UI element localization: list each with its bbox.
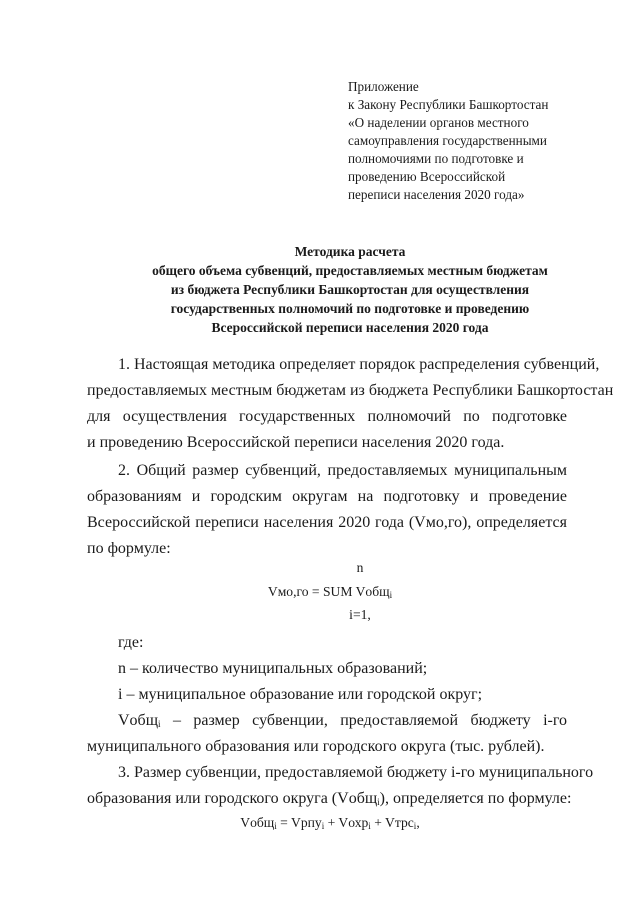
formula-2-term: + Vтрс xyxy=(370,815,414,830)
paragraph-3-text: ), определяется по формуле: xyxy=(379,790,572,807)
formula-1-main: Vмо,го = SUM Vобщ xyxy=(267,584,390,599)
annex-line: самоуправления государственными xyxy=(348,133,547,148)
paragraph-1-line: 1. Настоящая методика определяет порядок распределения субвенций, xyxy=(118,356,600,373)
where-label: где: xyxy=(118,634,144,651)
vobsch-symbol: Vобщ xyxy=(118,712,159,729)
annex-line: «О наделении органов местного xyxy=(348,115,529,130)
formula-2-subscript: i xyxy=(274,821,277,831)
paragraph-1-line: и проведению Всероссийской переписи населения 2020 года. xyxy=(87,434,505,451)
paragraph-3-line xyxy=(87,790,571,808)
formula-1-lower-limit: i=1, xyxy=(349,607,371,622)
title-line: Всероссийской переписи населения 2020 года xyxy=(211,320,489,335)
paragraph-2-line: 2. Общий размер субвенций, предоставляемых муниципальным xyxy=(118,462,567,479)
paragraph-3-line: 3. Размер субвенции, предоставляемой бюджету i-го муниципального xyxy=(118,764,594,781)
title-line: государственных полномочий по подготовке и проведению xyxy=(170,301,530,316)
formula-2-subscript: i xyxy=(321,821,325,831)
formula-1-upper-limit: n xyxy=(356,560,364,575)
annex-line: полномочиями по подготовке и xyxy=(348,151,524,166)
annex-line: к Закону Республики Башкортостан xyxy=(348,97,549,112)
definition-vobsch-continued: муниципального образования или городского округа (тыс. рублей). xyxy=(87,738,545,755)
formula-2 xyxy=(180,815,480,831)
formula-1 xyxy=(200,584,460,600)
formula-2-term: + Vохр xyxy=(324,815,369,830)
paragraph-3-subscript: i xyxy=(377,797,380,807)
paragraph-3-text: образования или городского округа (Vобщ xyxy=(87,790,378,807)
definition-vobsch xyxy=(118,712,567,730)
paragraph-2-line: по формуле: xyxy=(87,540,171,557)
formula-2-subscript: i xyxy=(368,821,371,831)
vobsch-definition-text: – размер субвенции, предоставляемой бюджету i-го xyxy=(160,712,567,729)
paragraph-2-line: Всероссийской переписи населения 2020 года (Vмо,го), определяется xyxy=(87,514,567,531)
annex-line: Приложение xyxy=(348,79,419,94)
definition-n: n – количество муниципальных образований; xyxy=(118,660,428,677)
formula-1-subscript: i xyxy=(389,590,393,600)
formula-2-term: Vобщ xyxy=(240,815,275,830)
formula-2-subscript: i xyxy=(413,821,417,831)
annex-block xyxy=(348,78,588,204)
paragraph-1-line: для осуществления государственных полномочий по подготовке xyxy=(87,408,567,425)
formula-2-term: = Vрпу xyxy=(276,815,322,830)
annex-line: переписи населения 2020 года» xyxy=(348,187,525,202)
title-line: Методика расчета xyxy=(294,244,406,259)
title-line: из бюджета Республики Башкортостан для осуществления xyxy=(170,282,530,297)
annex-line: проведению Всероссийской xyxy=(348,169,506,184)
definition-i: i – муниципальное образование или городской округ; xyxy=(118,686,483,703)
document-title xyxy=(60,242,640,337)
vobsch-subscript: i xyxy=(158,719,161,729)
paragraph-2-line: образованиям и городским округам на подготовку и проведение xyxy=(87,488,567,505)
paragraph-1-line: предоставляемых местным бюджетам из бюджета Республики Башкортостан xyxy=(87,382,614,399)
formula-2-term: , xyxy=(416,815,420,830)
title-line: общего объема субвенций, предоставляемых местным бюджетам xyxy=(152,263,548,278)
